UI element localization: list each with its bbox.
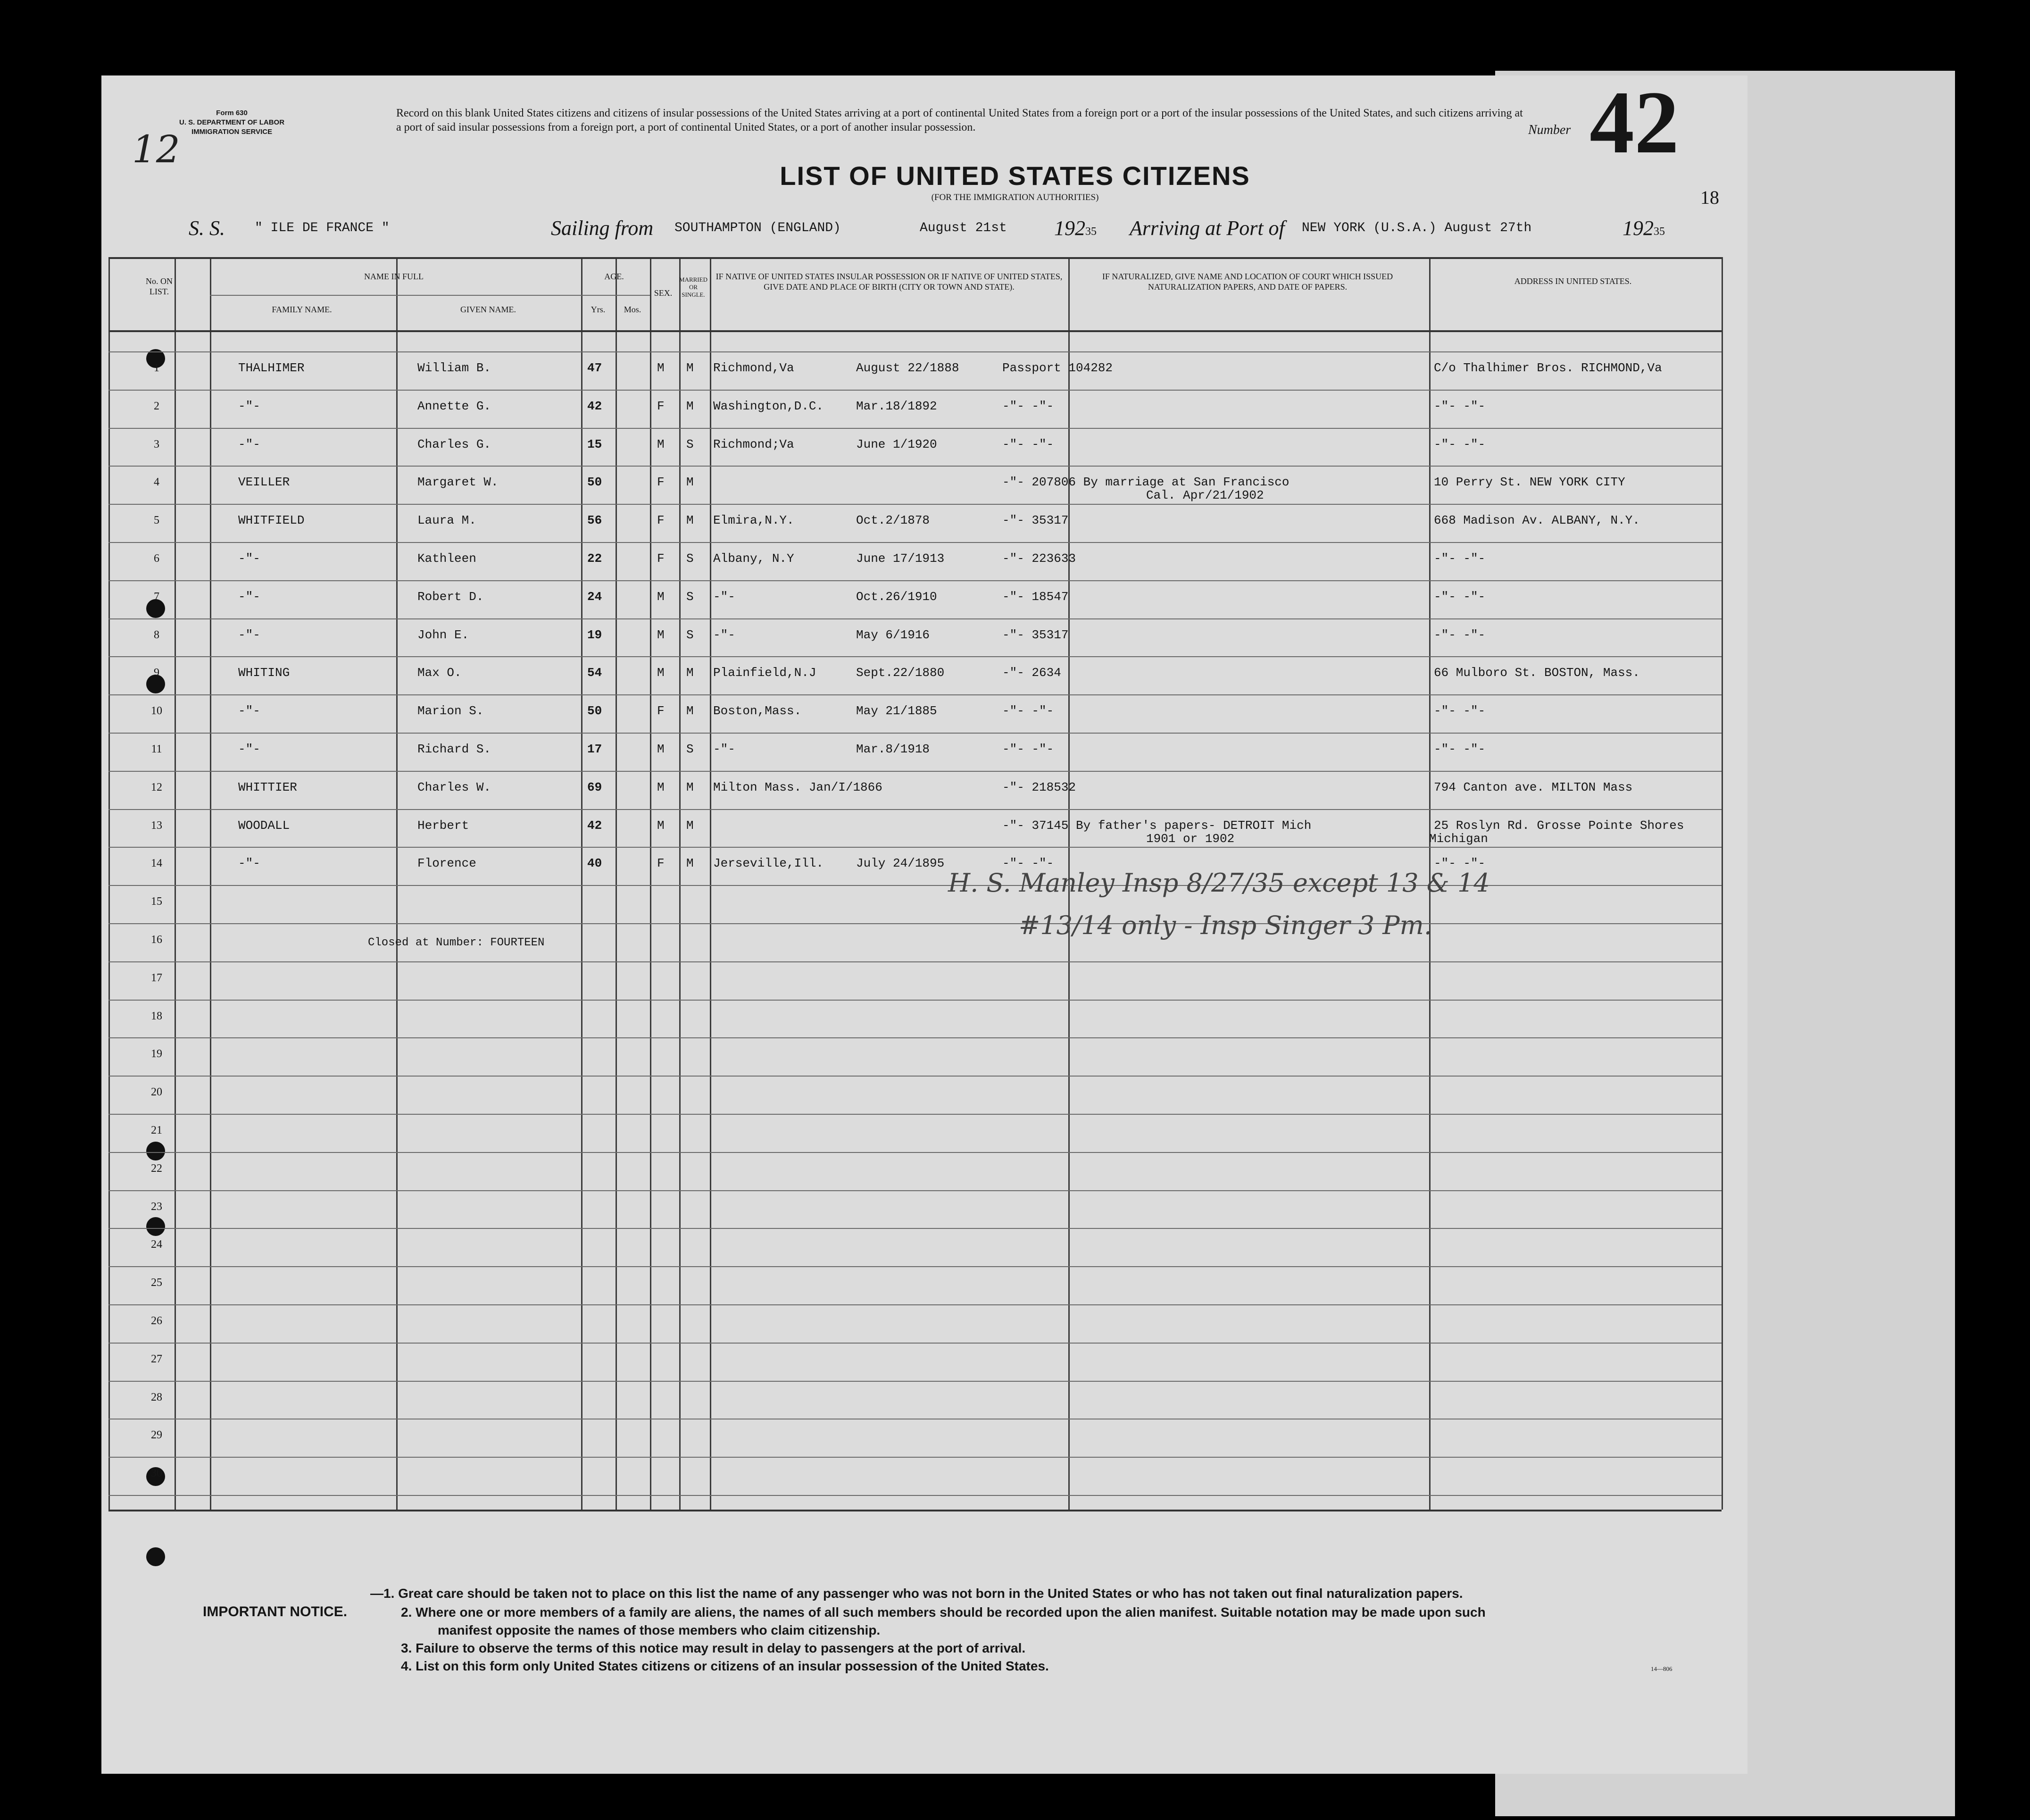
intro-text: Record on this blank United States citizens and citizens of insular possessions of the United States arriving at a port of continental United States from a foreign port or a port of the insular possessions of the United States, and such citizens arriving at a port of said insular possessions from a foreign port, a port of continental United States, or a port of another insular possession. (396, 107, 1523, 134)
grid-hline (108, 733, 1722, 734)
row-number: 27 (151, 1353, 162, 1365)
grid-hline (108, 1495, 1722, 1496)
grid-vline (616, 257, 617, 1510)
grid-hline (108, 1381, 1722, 1382)
naturalization: -"- -"- (1002, 856, 1054, 870)
punch-hole (146, 1217, 165, 1236)
grid-hline (108, 504, 1722, 505)
family-name: -"- (238, 551, 260, 566)
row-number: 21 (151, 1124, 162, 1136)
given-name: Marion S. (417, 704, 484, 718)
given-name: Kathleen (417, 551, 476, 566)
family-name: -"- (238, 399, 260, 413)
address: -"- -"- (1434, 742, 1486, 756)
address: 668 Madison Av. ALBANY, N.Y. (1434, 513, 1640, 527)
list-number: 42 (1589, 73, 1679, 172)
given-name: Laura M. (417, 513, 476, 527)
family-name: WOODALL (238, 818, 290, 833)
naturalization: -"- -"- (1002, 742, 1054, 756)
marital-status: M (686, 399, 694, 413)
age-years: 42 (587, 818, 602, 833)
sex: M (657, 780, 665, 794)
row-number: 22 (151, 1162, 162, 1175)
given-name: Margaret W. (417, 475, 499, 489)
grid-hline (108, 1304, 1722, 1305)
row-number: 28 (151, 1391, 162, 1403)
naturalization: -"- -"- (1002, 704, 1054, 718)
family-name: VEILLER (238, 475, 290, 489)
col-given-name: GIVEN NAME. (460, 305, 516, 314)
grid-hline (108, 1076, 1722, 1077)
sex: M (657, 628, 665, 642)
birth-place: Milton Mass. Jan/I/1866 (713, 780, 882, 794)
marital-status: M (686, 666, 694, 680)
sex: M (657, 818, 665, 833)
grid-hline (108, 351, 1722, 352)
birth-date: Oct.2/1878 (856, 513, 930, 527)
marital-status: S (686, 742, 694, 756)
sailing-from: SOUTHAMPTON (ENGLAND) (674, 221, 841, 235)
year-1: 19235 (1054, 217, 1097, 240)
naturalization-cont: 1901 or 1902 (1146, 832, 1235, 846)
family-name: WHITING (238, 666, 290, 680)
family-name: -"- (238, 704, 260, 718)
grid-vline (650, 257, 651, 1510)
family-name: -"- (238, 590, 260, 604)
given-name: Charles W. (417, 780, 491, 794)
grid-hline (108, 428, 1722, 429)
birth-place: Plainfield,N.J (713, 666, 816, 680)
address: -"- -"- (1434, 704, 1486, 718)
naturalization: -"- 207806 By marriage at San Francisco (1002, 475, 1290, 489)
grid-hline (108, 809, 1722, 810)
form-code: 14—806 (1651, 1665, 1672, 1672)
age-years: 69 (587, 780, 602, 794)
row-number: 15 (151, 895, 162, 908)
grid-hline (108, 1510, 1722, 1511)
grid-hline (210, 295, 581, 296)
grid-hline (108, 1152, 1722, 1153)
grid-hline (108, 542, 1722, 543)
naturalization: -"- 37145 By father's papers- DETROIT Mich (1002, 818, 1312, 833)
given-name: Robert D. (417, 590, 484, 604)
family-name: -"- (238, 437, 260, 451)
sex: M (657, 742, 665, 756)
row-number: 6 (154, 552, 159, 565)
grid-hline (108, 330, 1722, 332)
given-name: Annette G. (417, 399, 491, 413)
ss-label: S. S. (189, 217, 225, 240)
col-address: ADDRESS IN UNITED STATES. (1514, 276, 1632, 286)
address: 25 Roslyn Rd. Grosse Pointe Shores (1434, 818, 1684, 833)
given-name: Florence (417, 856, 476, 870)
family-name: -"- (238, 856, 260, 870)
marital-status: M (686, 513, 694, 527)
number-label: Number (1528, 123, 1571, 137)
address-cont: Michigan (1429, 832, 1488, 846)
grid-vline (679, 257, 681, 1510)
row-number: 20 (151, 1086, 162, 1098)
row-number: 5 (154, 514, 159, 526)
sex: M (657, 437, 665, 451)
grid-hline (581, 295, 650, 296)
sex: F (657, 551, 665, 566)
margin-number: 12 (132, 127, 180, 171)
given-name: Herbert (417, 818, 469, 833)
row-number: 16 (151, 934, 162, 946)
naturalization: -"- 2634 (1002, 666, 1061, 680)
marital-status: M (686, 361, 694, 375)
row-number: 23 (151, 1201, 162, 1213)
sex: M (657, 666, 665, 680)
notice-item-1: —1. Great care should be taken not to place on this list the name of any passenger who was not born in the United States or who has not taken out final naturalization papers. (370, 1586, 1463, 1601)
naturalization: -"- 218532 (1002, 780, 1076, 794)
age-years: 24 (587, 590, 602, 604)
address: C/o Thalhimer Bros. RICHMOND,Va (1434, 361, 1662, 375)
grid-hline (108, 847, 1722, 848)
grid-hline (108, 580, 1722, 581)
closed-note: Closed at Number: FOURTEEN (368, 936, 545, 949)
marital-status: M (686, 475, 694, 489)
grid-vline (108, 257, 110, 1510)
row-number: 17 (151, 972, 162, 984)
row-number: 3 (154, 438, 159, 451)
row-number: 26 (151, 1315, 162, 1327)
grid-vline (710, 257, 711, 1510)
row-number: 29 (151, 1429, 162, 1441)
naturalization: -"- -"- (1002, 437, 1054, 451)
row-number: 14 (151, 857, 162, 869)
naturalization: -"- 223633 (1002, 551, 1076, 566)
birth-date: Mar.18/1892 (856, 399, 937, 413)
grid-hline (108, 923, 1722, 924)
inspector-signature: H. S. Manley Insp 8/27/35 except 13 & 14 (948, 868, 1490, 898)
birth-place: Elmira,N.Y. (713, 513, 794, 527)
family-name: -"- (238, 742, 260, 756)
grid-hline (108, 618, 1722, 619)
col-name-in-full: NAME IN FULL (364, 272, 424, 281)
family-name: WHITTIER (238, 780, 297, 794)
page-title: LIST OF UNITED STATES CITIZENS (780, 161, 1250, 191)
birth-place: Washington,D.C. (713, 399, 824, 413)
address: -"- -"- (1434, 628, 1486, 642)
notice-item-4: 4. List on this form only United States citizens or citizens of an insular possession of the United States. (401, 1659, 1049, 1673)
sex: F (657, 399, 665, 413)
col-family-name: FAMILY NAME. (272, 305, 332, 314)
grid-hline (108, 1000, 1722, 1001)
birth-date: May 21/1885 (856, 704, 937, 718)
notice-item-2: 2. Where one or more members of a family are aliens, the names of all such members should be recorded upon the alien manifest. Suitable notation may be made upon such (401, 1605, 1486, 1620)
row-number: 13 (151, 819, 162, 832)
grid-vline (396, 257, 398, 1510)
punch-hole (146, 1547, 165, 1566)
marital-status: M (686, 856, 694, 870)
sex: F (657, 513, 665, 527)
ship-name: " ILE DE FRANCE " (255, 221, 390, 235)
family-name: WHITFIELD (238, 513, 305, 527)
naturalization-cont: Cal. Apr/21/1902 (1146, 488, 1264, 502)
birth-date: Oct.26/1910 (856, 590, 937, 604)
birth-date: August 22/1888 (856, 361, 959, 375)
given-name: John E. (417, 628, 469, 642)
punch-hole (146, 1142, 165, 1160)
grid-hline (108, 466, 1722, 467)
arriving-port: NEW YORK (U.S.A.) August 27th (1302, 221, 1532, 235)
col-no: No. ON LIST. (146, 276, 173, 296)
grid-hline (108, 694, 1722, 695)
birth-date: May 6/1916 (856, 628, 930, 642)
form-id: Form 630 U. S. DEPARTMENT OF LABOR IMMIGRATION SERVICE (179, 109, 285, 136)
grid-hline (108, 1114, 1722, 1115)
notice-item-3: 3. Failure to observe the terms of this notice may result in delay to passengers at the port of arrival. (401, 1641, 1026, 1655)
grid-hline (108, 390, 1722, 391)
naturalization: -"- -"- (1002, 399, 1054, 413)
row-number: 9 (154, 667, 159, 679)
grid-hline (108, 1457, 1722, 1458)
marital-status: M (686, 704, 694, 718)
family-name: -"- (238, 628, 260, 642)
naturalization: Passport 104282 (1002, 361, 1113, 375)
birth-date: July 24/1895 (856, 856, 945, 870)
page-subtitle: (FOR THE IMMIGRATION AUTHORITIES) (931, 192, 1099, 202)
birth-place: -"- (713, 590, 735, 604)
grid-vline (581, 257, 582, 1510)
address: -"- -"- (1434, 551, 1486, 566)
row-number: 24 (151, 1238, 162, 1251)
age-years: 56 (587, 513, 602, 527)
given-name: Charles G. (417, 437, 491, 451)
address: -"- -"- (1434, 856, 1486, 870)
marital-status: M (686, 780, 694, 794)
age-years: 54 (587, 666, 602, 680)
inspector-note: #13/14 only - Insp Singer 3 Pm. (1019, 910, 1432, 940)
col-age: AGE. (604, 272, 624, 281)
sex: F (657, 856, 665, 870)
marital-status: S (686, 437, 694, 451)
marital-status: S (686, 590, 694, 604)
year-2: 19235 (1622, 217, 1665, 240)
address: -"- -"- (1434, 437, 1486, 451)
birth-place: Richmond,Va (713, 361, 794, 375)
notice-item-2b: manifest opposite the names of those members who claim citizenship. (438, 1623, 881, 1637)
birth-date: Mar.8/1918 (856, 742, 930, 756)
grid-vline (210, 257, 211, 1510)
row-number: 4 (154, 476, 159, 488)
sex: M (657, 590, 665, 604)
sailing-label: Sailing from (551, 217, 654, 240)
col-sex: SEX. (654, 288, 673, 298)
address: -"- -"- (1434, 590, 1486, 604)
arriving-label: Arriving at Port of (1130, 217, 1285, 240)
sex: M (657, 361, 665, 375)
marital-status: S (686, 628, 694, 642)
birth-date: Sept.22/1880 (856, 666, 945, 680)
grid-vline (1722, 257, 1723, 1510)
address: 794 Canton ave. MILTON Mass (1434, 780, 1633, 794)
notice-label: IMPORTANT NOTICE. (203, 1604, 348, 1620)
age-years: 40 (587, 856, 602, 870)
naturalization: -"- 35317 (1002, 628, 1069, 642)
birth-date: June 17/1913 (856, 551, 945, 566)
grid-hline (108, 656, 1722, 657)
age-years: 15 (587, 437, 602, 451)
grid-hline (108, 1037, 1722, 1038)
birth-place: Albany, N.Y (713, 551, 794, 566)
sex: F (657, 475, 665, 489)
given-name: Max O. (417, 666, 462, 680)
age-years: 50 (587, 704, 602, 718)
age-years: 42 (587, 399, 602, 413)
grid-hline (108, 1343, 1722, 1344)
grid-hline (108, 1228, 1722, 1229)
col-yrs: Yrs. (591, 305, 606, 314)
row-number: 12 (151, 781, 162, 793)
given-name: William B. (417, 361, 491, 375)
row-number: 7 (154, 591, 159, 603)
age-years: 17 (587, 742, 602, 756)
age-years: 19 (587, 628, 602, 642)
grid-hline (108, 771, 1722, 772)
col-mos: Mos. (624, 305, 641, 314)
family-name: THALHIMER (238, 361, 305, 375)
birth-date: June 1/1920 (856, 437, 937, 451)
row-number: 10 (151, 705, 162, 717)
age-years: 50 (587, 475, 602, 489)
birth-place: -"- (713, 628, 735, 642)
grid-hline (108, 1190, 1722, 1191)
row-number: 18 (151, 1010, 162, 1022)
grid-hline (108, 961, 1722, 962)
naturalization: -"- 18547 (1002, 590, 1069, 604)
row-number: 2 (154, 400, 159, 412)
grid-hline (108, 257, 1722, 259)
sex: F (657, 704, 665, 718)
row-number: 1 (154, 362, 159, 374)
row-number: 19 (151, 1048, 162, 1060)
age-years: 47 (587, 361, 602, 375)
row-number: 8 (154, 629, 159, 641)
marital-status: M (686, 818, 694, 833)
row-number: 30 (151, 1467, 162, 1479)
col-birth: IF NATIVE OF UNITED STATES INSULAR POSSESSION OR IF NATIVE OF UNITED STATES, GIVE DATE AND PLACE OF BIRTH (CITY OR TOWN AND STATE). (715, 272, 1063, 292)
grid-hline (108, 1266, 1722, 1267)
row-number: 25 (151, 1277, 162, 1289)
given-name: Richard S. (417, 742, 491, 756)
row-number: 11 (151, 743, 162, 755)
birth-place: Jerseville,Ill. (713, 856, 824, 870)
naturalization: -"- 35317 (1002, 513, 1069, 527)
address: 66 Mulboro St. BOSTON, Mass. (1434, 666, 1640, 680)
address: 10 Perry St. NEW YORK CITY (1434, 475, 1625, 489)
col-married: MARRIED OR SINGLE. (679, 276, 707, 298)
sailing-date: August 21st (920, 221, 1007, 235)
age-years: 22 (587, 551, 602, 566)
col-naturalized: IF NATURALIZED, GIVE NAME AND LOCATION OF COURT WHICH ISSUED NATURALIZATION PAPERS, AND DATE OF PAPERS. (1102, 272, 1393, 292)
birth-place: Richmond;Va (713, 437, 794, 451)
birth-place: -"- (713, 742, 735, 756)
page-mark: 18 (1700, 187, 1719, 208)
address: -"- -"- (1434, 399, 1486, 413)
marital-status: S (686, 551, 694, 566)
birth-place: Boston,Mass. (713, 704, 802, 718)
